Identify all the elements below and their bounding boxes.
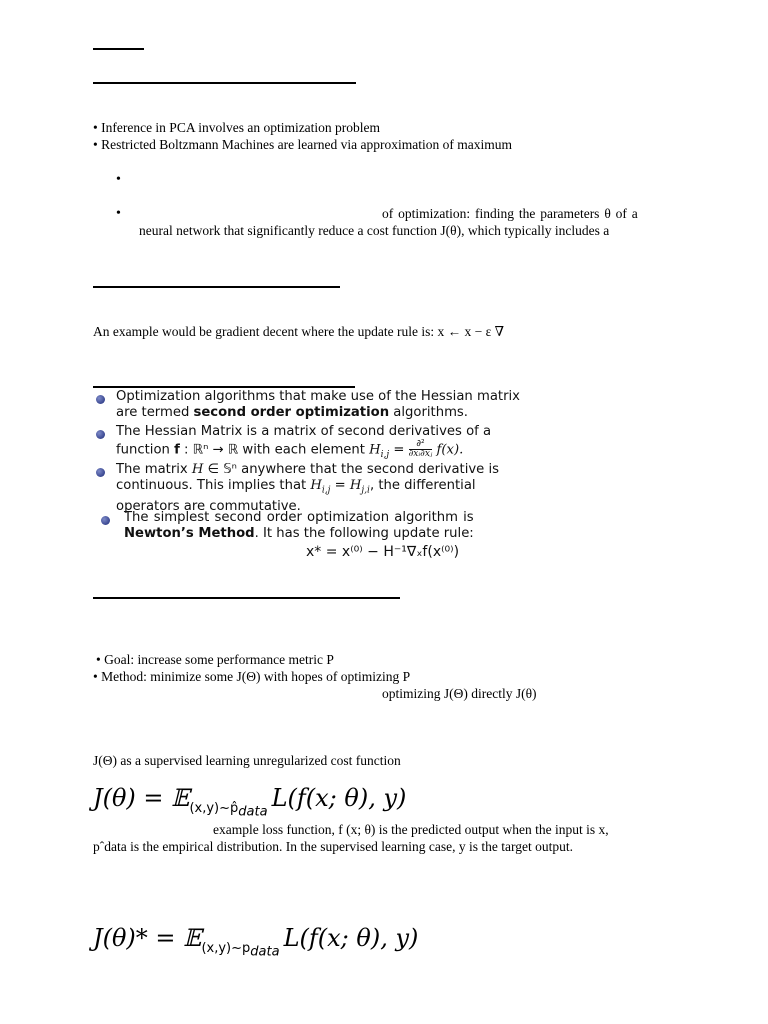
slide-item-3-line2 <box>116 478 676 499</box>
heading-rule-3 <box>93 286 340 288</box>
frac-den: ∂xᵢ∂xⱼ <box>408 448 433 459</box>
math-fraction <box>409 440 433 459</box>
gradient-descent-example: An example would be gradient decent where the update rule is: x ← x − ε ∇ <box>93 324 505 339</box>
slide-item-1-line1: Optimization algorithms that make use of the Hessian matrix <box>116 389 520 404</box>
slide-item-1 <box>116 389 676 420</box>
text: = <box>389 442 409 457</box>
math-sub: j,i <box>361 485 370 496</box>
math-sub: i,j <box>321 485 331 496</box>
loss-description-line2: pˆdata is the empirical distribution. In the supervised learning case, y is the target output. <box>93 839 574 854</box>
text: algorithms. <box>389 404 468 420</box>
newton-update-formula: x* = x⁽⁰⁾ − H⁻¹∇ₓf(x⁽⁰⁾) <box>306 544 460 560</box>
bullet-method: • Method: minimize some J(Θ) with hopes of optimizing P <box>93 669 411 684</box>
text: ∈ 𝕊ⁿ anywhere that the second derivative is <box>203 462 500 477</box>
slide-item-1-line2 <box>116 405 676 421</box>
eq-subscript <box>189 800 268 820</box>
method-continuation: optimizing J(Θ) directly J(θ) <box>382 686 537 701</box>
slide-item-3-line3: operators are commutative. <box>116 498 301 514</box>
math-sub: i,j <box>380 449 390 460</box>
eq-sub-text: (x,y)~p <box>201 940 251 956</box>
sub-bullet-text-line2: neural network that significantly reduce a cost function J(θ), which typically includes a <box>139 223 610 238</box>
slide-bullet-icon <box>96 430 105 439</box>
slide-item-2-line2 <box>116 440 676 464</box>
math-H: H <box>369 442 381 457</box>
slide-bullet-icon <box>101 516 110 525</box>
hessian-slide-image <box>92 388 676 568</box>
bullet-pca: • Inference in PCA involves an optimization problem <box>93 120 381 135</box>
math-tail: f(x). <box>432 442 464 457</box>
text: : ℝⁿ → ℝ with each element <box>179 442 370 457</box>
text: continuous. This implies that <box>116 477 311 493</box>
slide-item-4-line1: The simplest second order optimization algorithm is <box>124 510 474 525</box>
sub-bullet-dot-2: • <box>116 206 121 221</box>
eq-sub-data: data <box>238 804 268 820</box>
eq-sub-data: data <box>250 944 280 960</box>
text: = <box>330 477 350 493</box>
math-H: H <box>310 477 322 493</box>
eq-rhs: L(f(x; θ), y) <box>271 784 407 812</box>
slide-item-2 <box>116 424 676 463</box>
eq-sub-text: (x,y)~p̂ <box>189 800 239 816</box>
slide-bullet-icon <box>96 468 105 477</box>
eq-lhs: J(θ) = 𝔼 <box>93 784 190 812</box>
heading-rule-5 <box>93 597 400 599</box>
bold-term: second order optimization <box>193 404 390 420</box>
cost-function-heading: J(Θ) as a supervised learning unregularized cost function <box>93 753 401 768</box>
cost-function-equation <box>93 784 406 819</box>
slide-item-3 <box>116 462 676 514</box>
eq-subscript <box>201 940 280 960</box>
slide-item-4 <box>124 510 684 541</box>
math-f: f <box>174 442 180 457</box>
text: are termed <box>116 404 194 420</box>
slide-item-4-line2 <box>124 526 684 542</box>
true-cost-equation <box>93 924 418 959</box>
text: . It has the following update rule: <box>254 525 474 541</box>
heading-rule-1 <box>93 48 144 50</box>
bold-term: Newton’s Method <box>124 525 255 541</box>
slide-item-2-line1: The Hessian Matrix is a matrix of second derivatives of a <box>116 424 492 439</box>
slide-item-3-line1 <box>116 462 676 478</box>
text: function <box>116 442 175 457</box>
sub-bullet-dot-1: • <box>116 172 121 187</box>
bullet-goal: • Goal: increase some performance metric P <box>96 652 334 667</box>
math-H: H <box>191 462 204 477</box>
loss-description-line1: example loss function, f (x; θ) is the predicted output when the input is x, <box>213 822 609 837</box>
text: , the differential <box>369 477 476 493</box>
math-H: H <box>349 477 362 493</box>
sub-bullet-text-line1: of optimization: finding the parameters θ of a <box>382 206 638 221</box>
text: The matrix <box>116 462 192 477</box>
bullet-rbm: • Restricted Boltzmann Machines are learned via approximation of maximum <box>93 137 512 152</box>
eq-rhs: L(f(x; θ), y) <box>283 924 419 952</box>
slide-bullet-icon <box>96 395 105 404</box>
frac-num: ∂² <box>409 440 433 450</box>
heading-rule-2 <box>93 82 356 84</box>
eq-lhs: J(θ)* = 𝔼 <box>93 924 202 952</box>
